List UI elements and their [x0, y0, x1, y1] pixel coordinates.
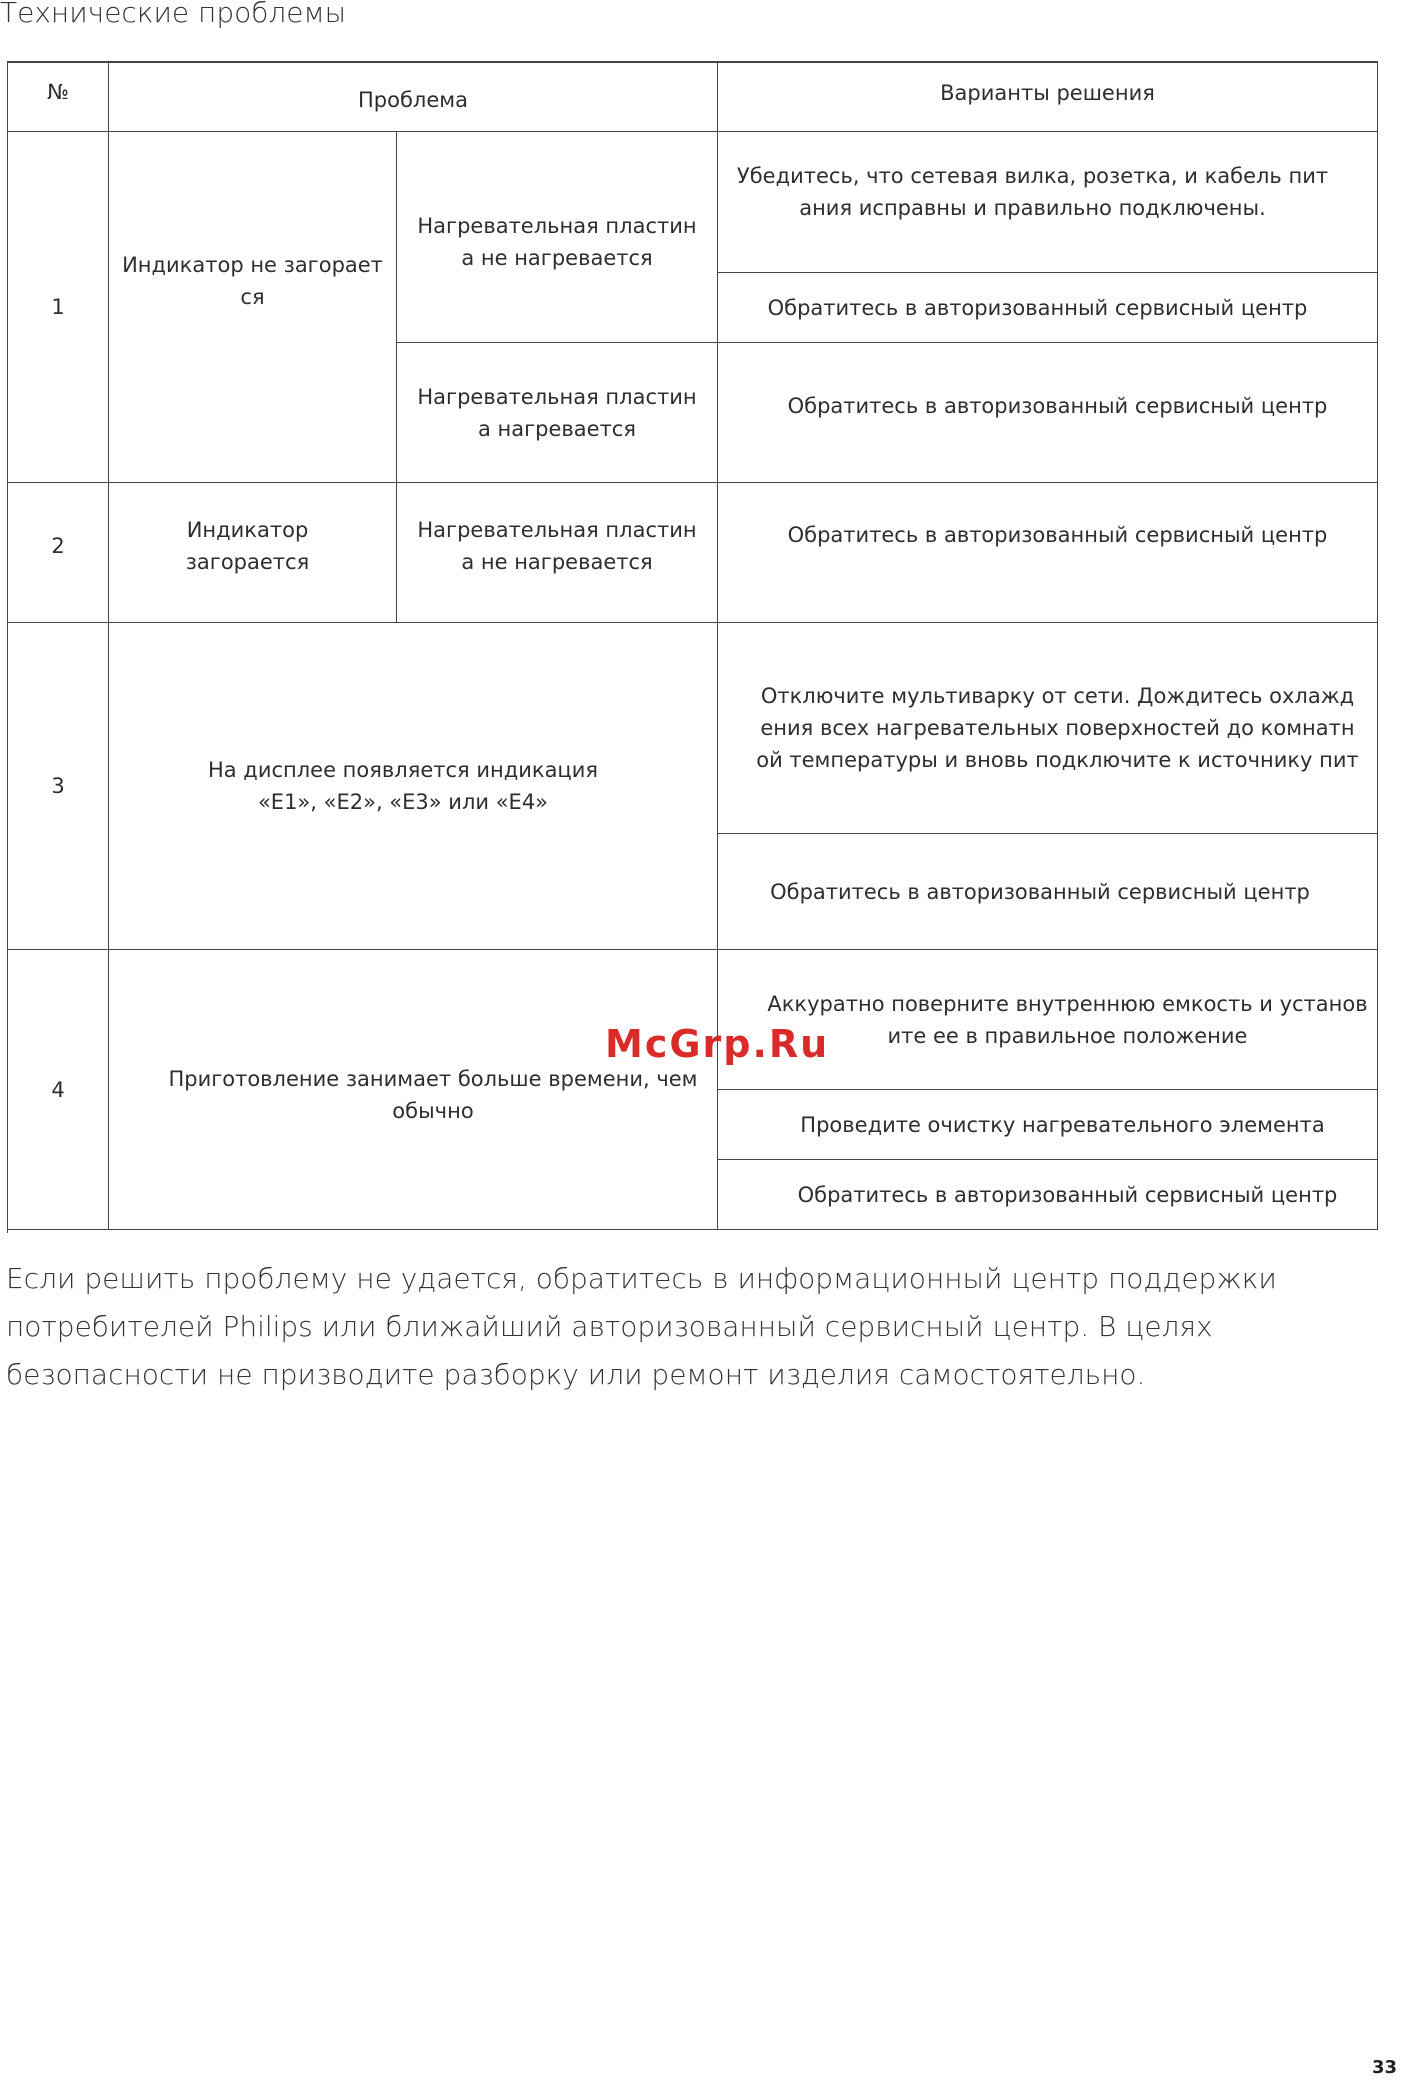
solution: Убедитесь, что сетевая вилка, розетка, и кабель пит ания исправны и правильно подключены.	[736, 164, 1329, 220]
problem-indicator: Индикатор не загорает ся	[122, 253, 383, 309]
page-title: Технические проблемы	[0, 0, 347, 29]
solution: Обратитесь в авторизованный сервисный центр	[767, 295, 1308, 320]
problem-description: Приготовление занимает больше времени, чем обычно	[168, 1067, 698, 1123]
solution: Проведите очистку нагревательного элемента	[800, 1112, 1325, 1137]
header-number: №	[47, 80, 69, 104]
solution: Обратитесь в авторизованный сервисный центр	[797, 1182, 1338, 1207]
watermark: McGrp.Ru	[605, 1022, 830, 1066]
problem-condition: Нагревательная пластин а нагревается	[417, 384, 697, 441]
header-problem: Проблема	[358, 87, 468, 112]
solution: Обратитесь в авторизованный сервисный центр	[787, 393, 1328, 418]
solution: Обратитесь в авторизованный сервисный центр	[787, 523, 1328, 547]
header-solutions: Варианты решения	[940, 81, 1155, 105]
row-number: 1	[51, 295, 65, 319]
table-border-right	[1377, 61, 1378, 1230]
row-number: 2	[51, 534, 65, 558]
solution: Аккуратно поверните внутреннюю емкость и установ ите ее в правильное положение	[767, 991, 1368, 1048]
solution: Отключите мультиварку от сети. Дождитесь охлажд ения всех нагревательных поверхностей до комнатн ой температуры и вновь подключите к источнику пит	[756, 684, 1359, 772]
page-number: 33	[1371, 2057, 1397, 2078]
problem-condition: Нагревательная пластин а не нагревается	[417, 518, 697, 574]
solution: Обратитесь в авторизованный сервисный центр	[770, 879, 1310, 904]
problem-condition: Нагревательная пластин а не нагревается	[417, 214, 697, 270]
problem-indicator: Индикатор загорается	[185, 518, 310, 574]
row-number: 4	[51, 1078, 65, 1102]
row-number: 3	[51, 774, 65, 798]
footer-note: Если решить проблему не удается, обратитесь в информационный центр поддержки потребителей Philips или ближайший авторизованный сервисный центр. В целях безопасности не призводите разборку или ремонт изделия самостоятельно.	[6, 1262, 1277, 1391]
problem-description: На дисплее появляется индикация «E1», «E2», «E3» или «E4»	[207, 758, 599, 814]
